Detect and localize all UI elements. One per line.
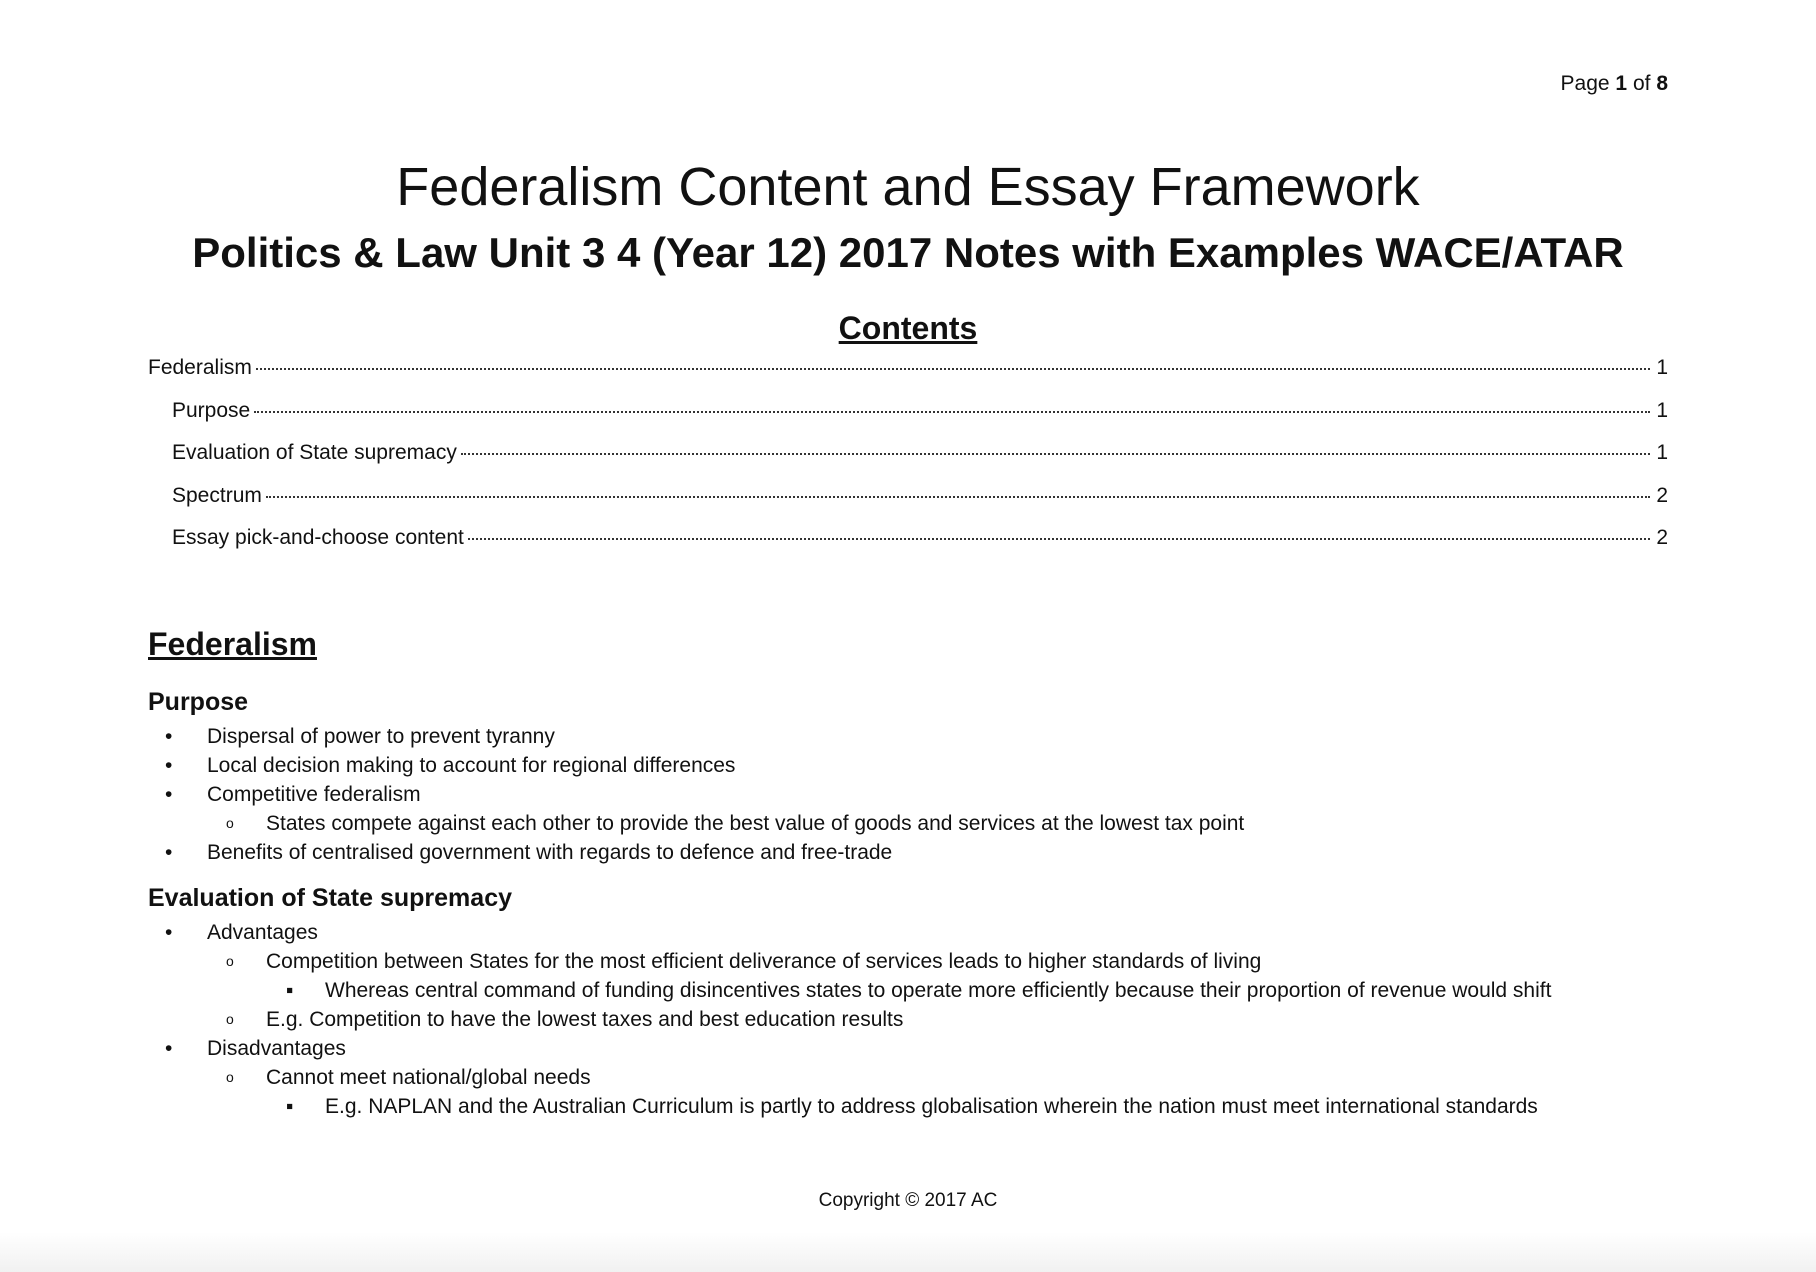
contents-heading: Contents [838,310,978,346]
circle-marker: o [226,1011,234,1027]
toc-leader-dots [254,411,1650,413]
square-marker: ▪ [286,1095,294,1118]
bullet-marker: • [165,783,173,806]
list-item [148,780,1244,809]
toc-entry-spectrum[interactable] [148,484,1668,527]
window-bottom-edge [0,1232,1816,1272]
bullet-marker: • [165,754,173,777]
list-item [148,838,1244,867]
list-item [148,809,1244,838]
list-item [148,1092,1551,1121]
list-item-text: Disadvantages [207,1037,346,1060]
page-number [1561,72,1668,96]
subheading-evaluation: Evaluation of State supremacy [148,884,513,912]
evaluation-list [148,918,1551,1121]
list-item [148,976,1551,1005]
page-of: of [1632,72,1651,95]
toc-entry-evaluation[interactable] [148,441,1668,484]
toc-entry-label: Evaluation of State supremacy [172,441,457,464]
list-item-text: Competitive federalism [207,783,421,806]
toc-entry-page: 1 [1656,398,1668,422]
bullet-marker: • [165,1037,173,1060]
subheading-purpose: Purpose [148,688,249,716]
bullet-marker: • [165,725,173,748]
list-item-text: Local decision making to account for regional differences [207,754,736,777]
list-item-text: States compete against each other to provide the best value of goods and services at the lowest tax point [266,812,1245,835]
circle-marker: o [226,1069,234,1085]
circle-marker: o [226,815,234,831]
list-item-text: Whereas central command of funding disincentives states to operate more efficiently because their proportion of revenue would shift [325,979,1552,1002]
page-total: 8 [1656,72,1668,95]
toc-leader-dots [461,453,1650,455]
copyright-footer: Copyright © 2017 AC [818,1190,998,1211]
toc-entry-page: 2 [1656,526,1668,549]
circle-marker: o [226,953,234,969]
document-subtitle: Politics & Law Unit 3 4 (Year 12) 2017 Notes with Examples WACE/ATAR [192,229,1624,276]
toc-entry-label: Spectrum [172,483,262,507]
list-item-text: Cannot meet national/global needs [266,1066,591,1089]
toc-entry-label: Federalism [148,356,252,379]
list-item [148,918,1551,947]
list-item-text: Benefits of centralised government with regards to defence and free-trade [207,841,893,864]
list-item [148,1005,1551,1034]
page-current: 1 [1615,72,1628,95]
list-item-text: E.g. Competition to have the lowest taxes and best education results [266,1008,904,1031]
toc-entry-purpose[interactable] [148,399,1668,442]
list-item [148,947,1551,976]
table-of-contents [148,356,1668,569]
square-marker: ▪ [286,979,294,1002]
list-item [148,751,1244,780]
toc-entry-federalism[interactable] [148,356,1668,399]
bullet-marker: • [165,921,173,944]
toc-entry-label: Essay pick-and-choose content [172,526,464,549]
bullet-marker: • [165,841,173,864]
toc-entry-essay-content[interactable] [148,526,1668,569]
list-item [148,1063,1551,1092]
list-item-text: E.g. NAPLAN and the Australian Curriculum is partly to address globalisation wherein the nation must meet international standards [325,1095,1538,1118]
page-prefix: Page [1560,72,1610,95]
list-item-text: Advantages [207,921,318,944]
toc-leader-dots [256,368,1650,370]
section-heading-federalism: Federalism [148,626,317,662]
toc-leader-dots [468,538,1650,540]
list-item [148,722,1244,751]
toc-leader-dots [266,496,1650,498]
toc-entry-label: Purpose [172,398,251,422]
document-title: Federalism Content and Essay Framework [396,157,1420,217]
list-item-text: Dispersal of power to prevent tyranny [207,725,555,748]
toc-entry-page: 2 [1656,483,1668,507]
toc-entry-page: 1 [1656,356,1668,379]
list-item-text: Competition between States for the most efficient deliverance of services leads to higher standards of living [266,950,1262,973]
toc-entry-page: 1 [1656,441,1668,464]
list-item [148,1034,1551,1063]
purpose-list [148,722,1244,867]
